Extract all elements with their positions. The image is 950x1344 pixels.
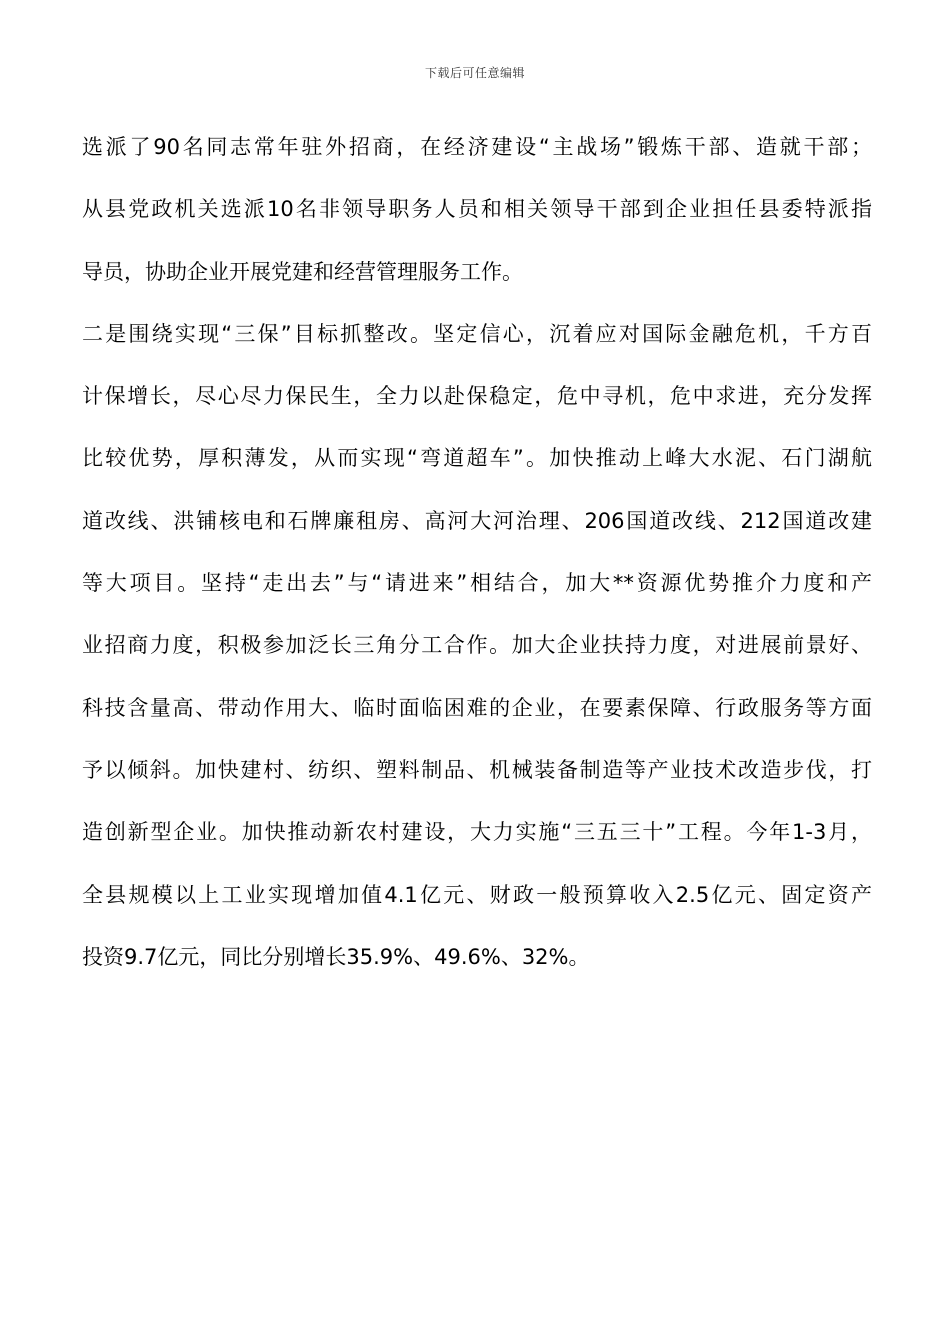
text-line-4: 二是围绕实现“三保”目标抓整改。坚定信心，沉着应对国际金融危机，千方百 — [82, 321, 872, 346]
text-line-3: 导员，协助企业开展党建和经营管理服务工作。 — [82, 259, 523, 284]
text-line-14: 投资9.7亿元，同比分别增长35.9%、49.6%、32%。 — [82, 944, 590, 969]
text-line-7: 道改线、洪铺核电和石牌廉租房、高河大河治理、206国道改线、212国道改建 — [82, 508, 872, 533]
page-header-note: 下载后可任意编辑 — [424, 66, 525, 80]
text-line-5: 计保增长，尽心尽力保民生，全力以赴保稳定，危中寻机，危中求进，充分发挥 — [82, 384, 872, 409]
text-line-10: 科技含量高、带动作用大、临时面临困难的企业，在要素保障、行政服务等方面 — [82, 695, 872, 720]
text-line-9: 业招商力度，积极参加泛长三角分工合作。加大企业扶持力度，对进展前景好、 — [82, 633, 872, 658]
text-line-2: 从县党政机关选派10名非领导职务人员和相关领导干部到企业担任县委特派指 — [82, 197, 872, 222]
text-line-1: 选派了90名同志常年驻外招商，在经济建设“主战场”锻炼干部、造就干部； — [82, 135, 872, 159]
text-line-6: 比较优势，厚积薄发，从而实现“弯道超车”。加快推动上峰大水泥、石门湖航 — [82, 446, 872, 471]
text-line-13: 全县规模以上工业实现增加值4.1亿元、财政一般预算收入2.5亿元、固定资产 — [82, 882, 872, 907]
text-line-11: 予以倾斜。加快建村、纺织、塑料制品、机械装备制造等产业技术改造步伐，打 — [82, 757, 872, 782]
body-text — [82, 116, 872, 988]
text-line-8: 等大项目。坚持“走出去”与“请进来”相结合，加大**资源优势推介力度和产 — [82, 571, 872, 596]
text-line-12: 造创新型企业。加快推动新农村建设，大力实施“三五三十”工程。今年1-3月， — [82, 820, 872, 845]
